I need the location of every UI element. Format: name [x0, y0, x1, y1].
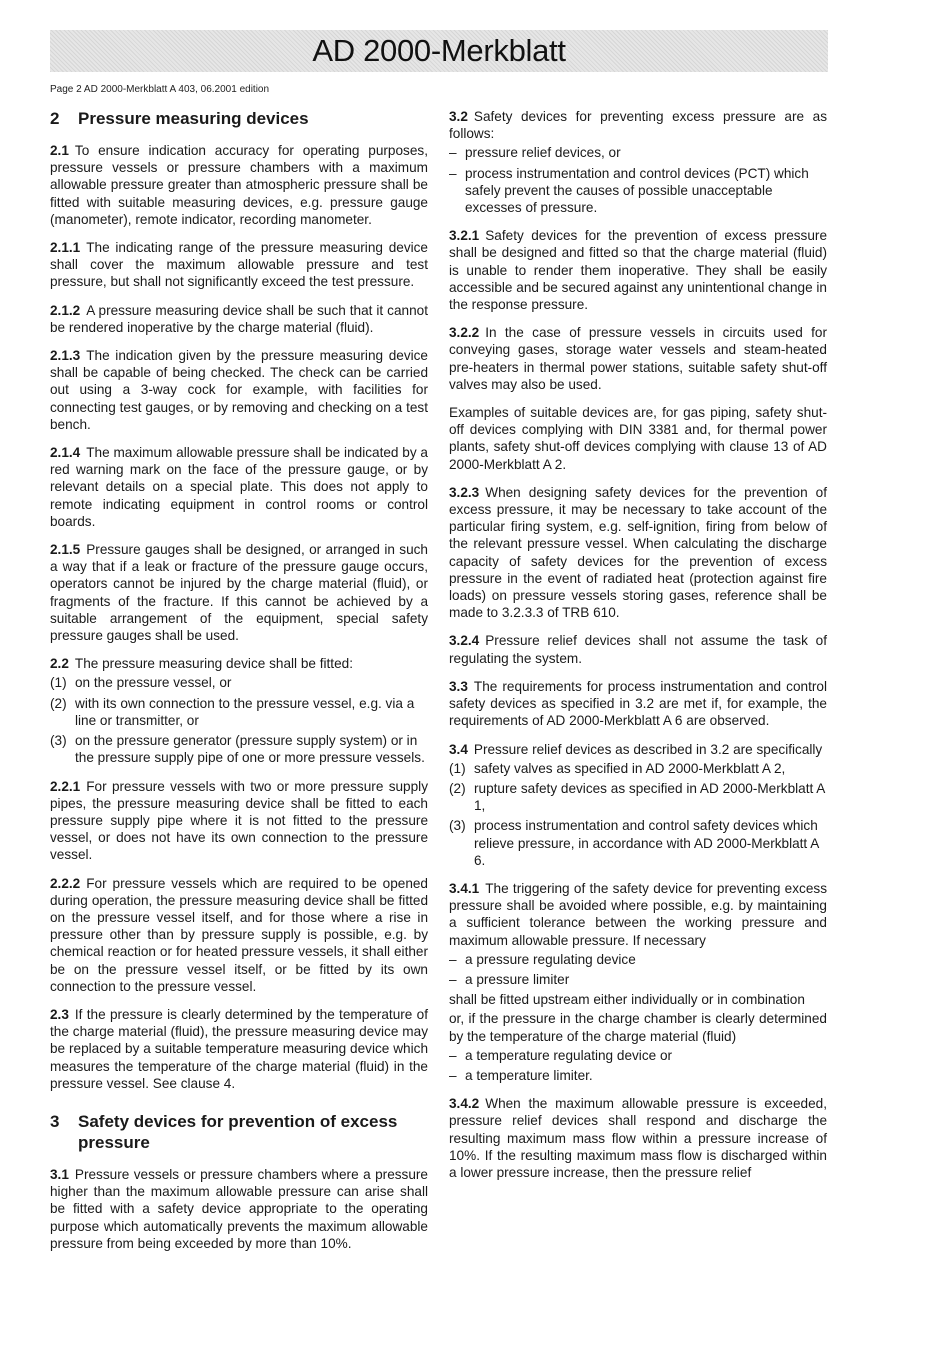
list-item	[50, 732, 428, 766]
clause-number: 3.3	[449, 678, 468, 694]
clause-number: 3.1	[50, 1166, 69, 1182]
list-item	[449, 951, 827, 968]
list-text: with its own connection to the pressure vessel, e.g. via a line or transmitter, or	[75, 695, 415, 728]
list-marker: –	[449, 971, 457, 987]
clause-2-2	[50, 655, 428, 672]
list-item	[449, 1047, 827, 1064]
list-item	[449, 165, 827, 217]
list-marker: (1)	[50, 675, 67, 691]
clause-3-4-2	[449, 1095, 827, 1181]
clause-number: 3.4.1	[449, 880, 480, 896]
clause-number: 2.1.1	[50, 240, 81, 256]
clause-2-1-1	[50, 239, 428, 291]
clause-number: 3.2.3	[449, 484, 480, 500]
clause-2-1-4	[50, 444, 428, 530]
clause-3-4-1-alternative: or, if the pressure in the charge chamber is clearly determined by the temperature of the charge material (fluid)	[449, 1011, 827, 1044]
clause-3-4	[449, 741, 827, 758]
list-marker: (1)	[449, 760, 466, 776]
list-item	[449, 780, 827, 814]
page-reference: Page 2 AD 2000-Merkblatt A 403, 06.2001 edition	[50, 84, 270, 95]
list-marker: (3)	[449, 818, 466, 834]
clause-2-1	[50, 142, 428, 228]
list-marker: –	[449, 1047, 457, 1063]
clause-text: The indicating range of the pressure measuring device shall cover the maximum allowable pressure and test pressure, but shall not significantly exceed the test pressure.	[50, 240, 428, 290]
clause-number: 2.1.4	[50, 445, 81, 461]
list-item	[449, 971, 827, 988]
clause-3-1	[50, 1166, 428, 1252]
list-text: process instrumentation and control safety devices which relieve pressure, in accordance with AD 2000-Merkblatt A 6.	[474, 818, 819, 868]
clause-text: Pressure relief devices shall not assume the task of regulating the system.	[449, 633, 827, 666]
clause-3-2-3	[449, 484, 827, 622]
list-marker: –	[449, 145, 457, 161]
header-banner	[50, 30, 828, 72]
list-text: safety valves as specified in AD 2000-Merkblatt A 2,	[474, 760, 786, 776]
clause-2-2-1	[50, 778, 428, 864]
clause-2-3	[50, 1006, 428, 1092]
section-title: Safety devices for prevention of excess pressure	[78, 1111, 398, 1152]
clause-3-2-4	[449, 632, 827, 666]
list-item	[449, 760, 827, 777]
list-item	[449, 817, 827, 869]
clause-text: When the maximum allowable pressure is exceeded, pressure relief devices shall respond and discharge the resulting maximum mass flow within a pressure increase of 10%. If the resulting maximum mass flow is discharged within a lower pressure increase, then the pressure relief	[449, 1096, 827, 1180]
clause-number: 2.2.2	[50, 875, 81, 891]
clause-number: 3.2.2	[449, 325, 480, 341]
list-text: rupture safety devices as specified in AD 2000-Merkblatt A 1,	[474, 780, 825, 814]
clause-3-2-2	[449, 324, 827, 393]
clause-text: The indication given by the pressure measuring device shall be capable of being checked. The check can be carried out using a 3-way cock for example, with facilities for connecting test gauges, or by removing and checking on a test bench.	[50, 348, 428, 432]
list-item	[50, 695, 428, 729]
clause-number: 3.2.4	[449, 633, 480, 649]
clause-3-2	[449, 108, 827, 142]
list-item	[50, 674, 428, 691]
clause-text: The triggering of the safety device for preventing excess pressure shall be avoided where possible, e.g. by maintaining a sufficient tolerance between the working pressure and maximum allowable pressure. If necessary	[449, 880, 827, 948]
clause-number: 3.4	[449, 741, 468, 757]
clause-text: Safety devices for the prevention of excess pressure shall be designed and fitted so that the charge material (fluid) is unable to render them inoperative. They shall be easily accessible and be secured against any unintentional change in the response pressure.	[449, 228, 827, 313]
clause-number: 2.1	[50, 143, 69, 158]
clause-text: When designing safety devices for the prevention of excess pressure, it may be necessary to take account of the particular firing system, e.g. self-ignition, firing from below of the relevant pressure vessel. When calculating the discharge capacity of safety devices for the prevention of excess pressure in the event of radiated heat (protection against fire loads) on pressure vessels storing gases, reference shall be made to 3.2.3.3 of TRB 610.	[449, 484, 827, 621]
list-text: on the pressure generator (pressure supply system) or in the pressure supply pipe of one or more pressure vessels.	[75, 733, 425, 766]
clause-number: 2.3	[50, 1006, 69, 1022]
left-column	[50, 108, 428, 1263]
list-text: process instrumentation and control devices (PCT) which safely prevent the causes of possible unacceptable excesses of pressure.	[465, 165, 809, 216]
clause-text: Pressure relief devices as described in 3.2 are specifically	[473, 741, 823, 757]
list-marker: (2)	[449, 780, 466, 796]
list-text: a temperature regulating device or	[465, 1047, 673, 1063]
clause-text: A pressure measuring device shall be such that it cannot be rendered inoperative by the charge material (fluid).	[50, 302, 428, 335]
clause-2-1-3	[50, 347, 428, 433]
clause-2-1-5	[50, 541, 428, 644]
clause-number: 2.2.1	[50, 778, 81, 794]
banner-title: AD 2000-Merkblatt	[312, 33, 566, 68]
list-text: pressure relief devices, or	[465, 145, 621, 161]
clause-3-2-1	[449, 227, 827, 313]
clause-text: To ensure indication accuracy for operating purposes, pressure vessels or pressure chambers with a maximum allowable pressure greater than atmospheric pressure shall be fitted with suitable measuring devices, e.g. pressure gauge (manometer), remote indicator, recording manometer.	[50, 143, 428, 227]
list-marker: (2)	[50, 695, 67, 711]
clause-3-3	[449, 678, 827, 730]
clause-number: 3.2.1	[449, 228, 480, 244]
section-heading-2	[50, 108, 428, 129]
list-marker: –	[449, 165, 457, 181]
clause-number: 3.4.2	[449, 1096, 480, 1112]
clause-2-1-2	[50, 302, 428, 336]
list-text: a pressure regulating device	[465, 951, 636, 967]
clause-3-4-1-continuation: shall be fitted upstream either individually or in combination	[449, 992, 805, 1008]
list-text: a pressure limiter	[465, 971, 570, 987]
clause-number: 2.1.3	[50, 348, 81, 364]
section-number: 3	[50, 1111, 60, 1131]
clause-text: Pressure gauges shall be designed, or arranged in such a way that if a leak or fracture of the pressure gauge occurs, operators cannot be injured by the charge material (fluid), or fragments of the fracture. If this cannot be achieved by a suitable arrangement of the equipment, special safety pressure gauges shall be used.	[50, 542, 428, 644]
right-column	[449, 108, 827, 1192]
list-marker: –	[449, 951, 457, 967]
list-text: a temperature limiter.	[465, 1067, 593, 1083]
clause-text: For pressure vessels with two or more pressure supply pipes, the pressure measuring device shall be fitted to each pressure supply pipe where it is not fitted to the pressure vessel, or does not have its own connection to the pressure vessel.	[50, 778, 428, 863]
list-item	[449, 144, 827, 161]
clause-text: The pressure measuring device shall be fitted:	[74, 656, 353, 672]
section-title: Pressure measuring devices	[78, 109, 309, 128]
clause-text: The maximum allowable pressure shall be indicated by a red warning mark on the face of the pressure gauge, or by relevant details on a special plate. This does not apply to remote indicating equipment in control rooms or control boards.	[50, 445, 428, 529]
clause-text: For pressure vessels which are required to be opened during operation, the pressure measuring device shall be fitted on the pressure vessel itself, and for those where a rise in pressure other than by pressure supply is possible, e.g. by chemical reaction or for heated pressure vessels, it shall either be on the pressure vessel itself, or be fitted by its own connection to the pressure vessel.	[50, 875, 428, 994]
clause-number: 2.2	[50, 656, 69, 672]
list-marker: –	[449, 1067, 457, 1083]
clause-text: In the case of pressure vessels in circuits used for conveying gases, storage water vessels and steam-heated pre-heaters in thermal power stations, suitable safety shut-off valves may also be used.	[449, 325, 827, 392]
list-item	[449, 1067, 827, 1084]
clause-text: If the pressure is clearly determined by the temperature of the charge material (fluid), the pressure measuring device may be replaced by a suitable temperature measuring device which measures the temperature of the charge material (fluid) in the pressure vessel. See clause 4.	[50, 1006, 428, 1091]
clause-3-4-1	[449, 880, 827, 949]
clause-number: 2.1.2	[50, 302, 81, 318]
clause-text: Pressure vessels or pressure chambers where a pressure higher than the maximum allowable pressure can arise shall be fitted with a safety device appropriate to the operating purpose which automatically prevents the maximum allowable pressure from being exceeded by more than 10%.	[50, 1166, 428, 1251]
clause-number: 3.2	[449, 109, 468, 124]
clause-text: Safety devices for preventing excess pressure are as follows:	[449, 109, 827, 142]
clause-text: The requirements for process instrumentation and control safety devices as specified in 3.2 are met if, for example, the requirements of AD 2000-Merkblatt A 6 are observed.	[449, 678, 827, 729]
section-heading-3	[50, 1111, 428, 1153]
list-text: on the pressure vessel, or	[75, 675, 232, 691]
clause-3-2-2-examples: Examples of suitable devices are, for gas piping, safety shut-off devices complying with DIN 3381 and, for thermal power plants, safety shut-off devices complying with clause 13 of AD 2000-Merkblatt A 2.	[449, 405, 827, 472]
list-marker: (3)	[50, 733, 67, 749]
clause-number: 2.1.5	[50, 542, 81, 558]
clause-2-2-2	[50, 875, 428, 995]
section-number: 2	[50, 109, 60, 128]
